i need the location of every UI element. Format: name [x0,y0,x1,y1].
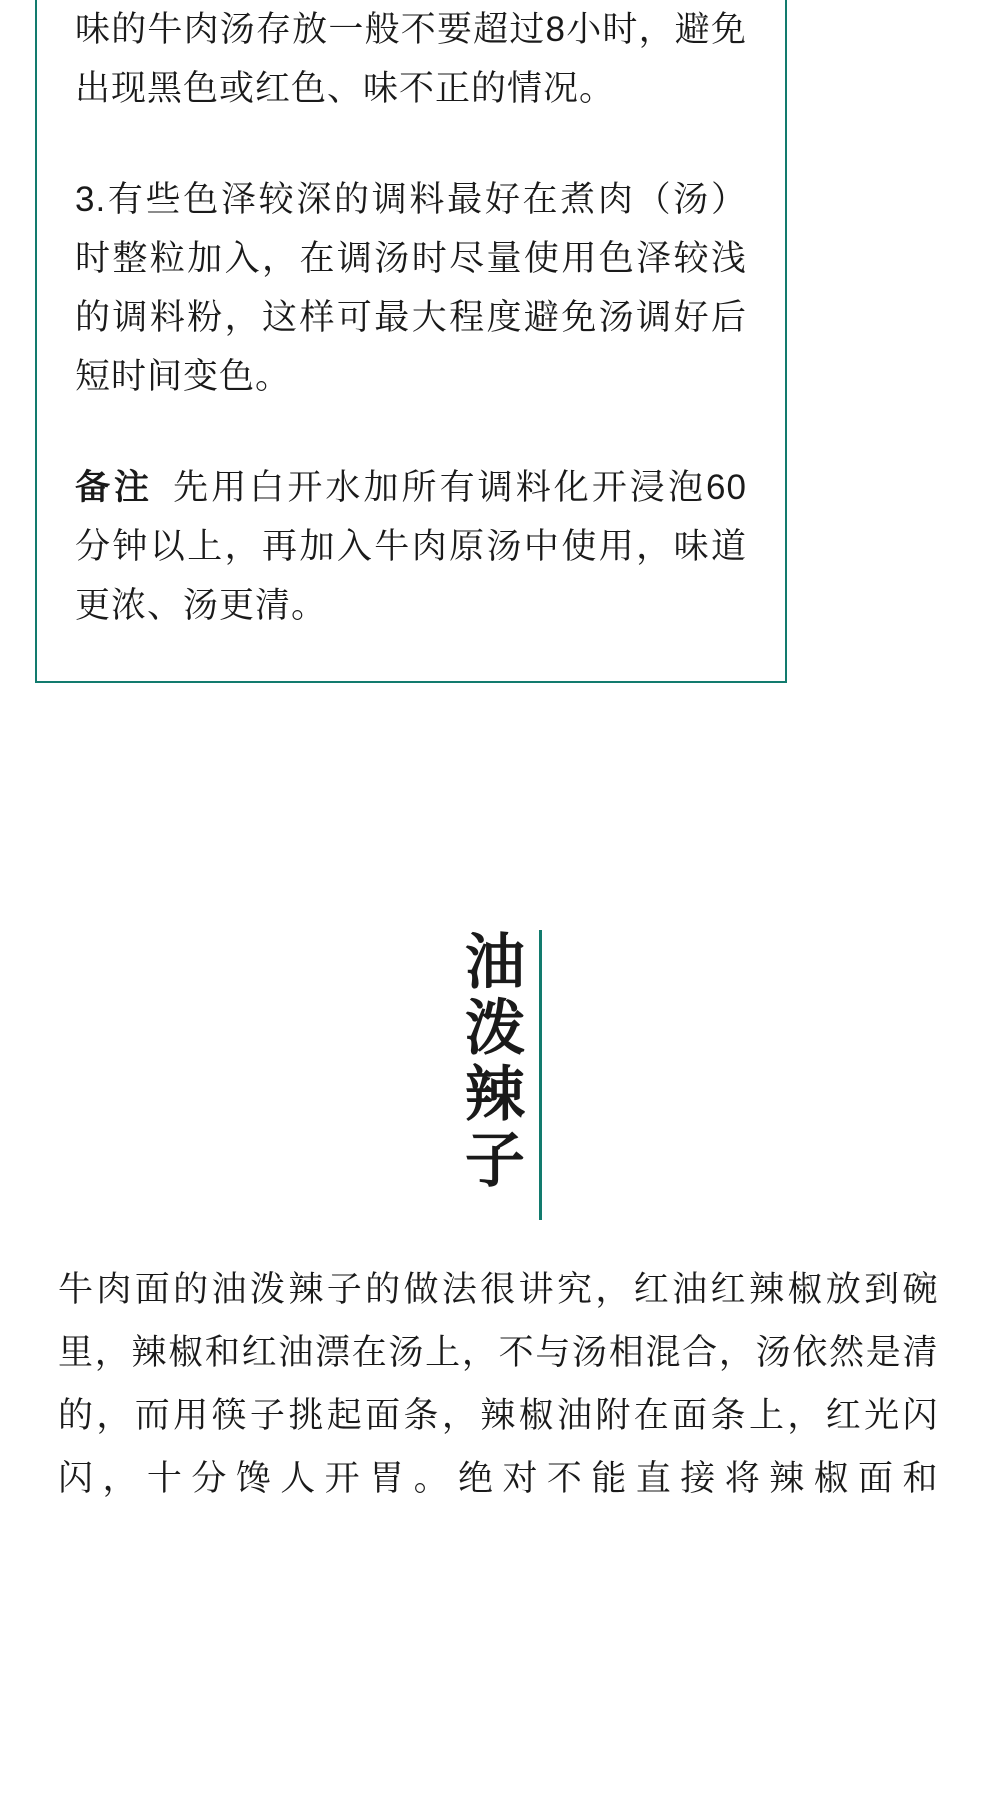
chapter-heading [0,930,996,1220]
chapter-body-paragraph: 牛肉面的油泼辣子的做法很讲究，红油红辣椒放到碗里，辣椒和红油漂在汤上，不与汤相混合，汤依然是清的，而用筷子挑起面条，辣椒油附在面条上，红光闪闪，十分馋人开胃。绝对不能直接将辣椒面和 [58,1270,938,1498]
boxed-tips-section [35,0,787,683]
chapter-heading-inner [454,930,542,1220]
chapter-title: 油泼辣子 [456,930,524,1194]
chapter-vertical-rule [539,930,542,1220]
note-text: 先用白开水加所有调料化开浸泡60分钟以上，再加入牛肉原汤中使用，味道更浓、汤更清。 [75,468,747,625]
chapter-body [58,1258,938,1510]
note-label: 备注 [75,468,154,507]
note-paragraph [75,458,747,635]
tip-paragraph-seasoning: 3.有些色泽较深的调料最好在煮肉（汤）时整粒加入，在调汤时尽量使用色泽较浅的调料粉，这样可最大程度避免汤调好后短时间变色。 [75,180,747,396]
tip-paragraph-storage: 味的牛肉汤存放一般不要超过8小时，避免出现黑色或红色、味不正的情况。 [75,10,747,108]
